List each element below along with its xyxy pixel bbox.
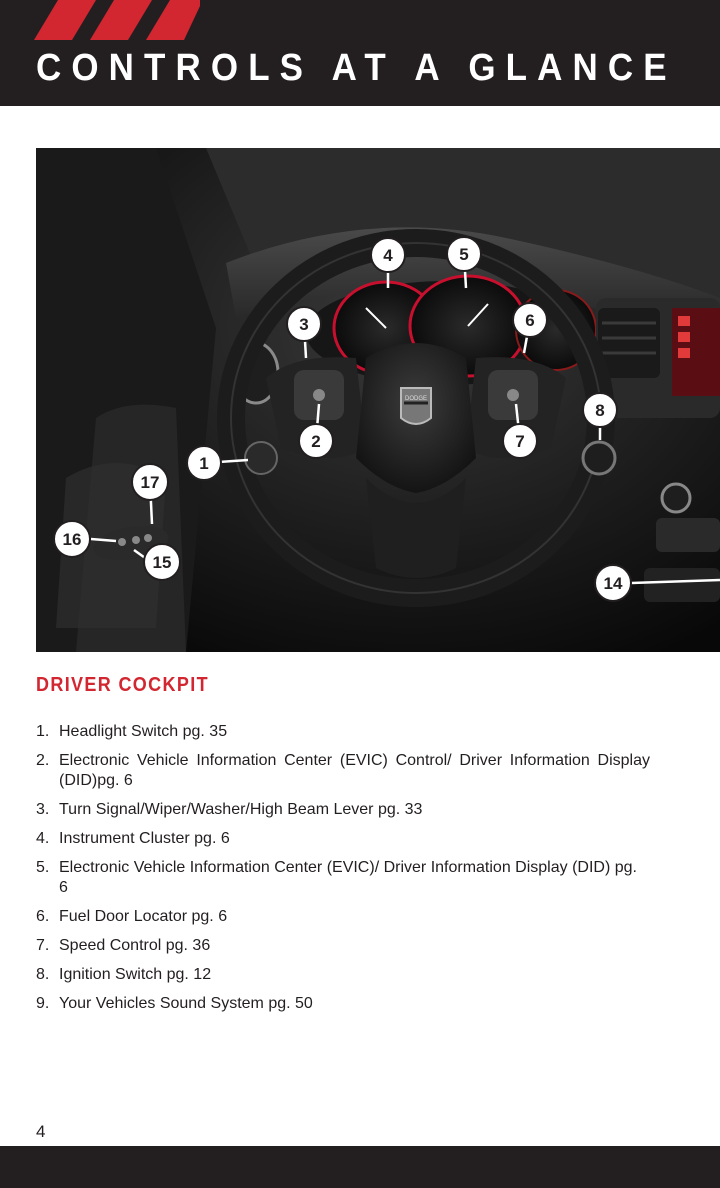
svg-text:6: 6 — [525, 311, 535, 330]
list-item: 5. Electronic Vehicle Information Center (EVIC)/ Driver Information Display (DID) pg. 6 — [36, 859, 637, 896]
list-item: 4. Instrument Cluster pg. 6 — [36, 830, 230, 847]
callout-17 — [132, 464, 168, 500]
list-item: 1. Headlight Switch pg. 35 — [36, 723, 228, 740]
section-heading: DRIVER COCKPIT — [36, 674, 209, 696]
callout-6 — [513, 303, 547, 337]
page-number: 4 — [36, 1122, 46, 1141]
callout-14 — [595, 565, 631, 601]
page-footer-bar — [0, 1146, 720, 1188]
svg-text:8: 8 — [595, 401, 605, 420]
list-item: 7. Speed Control pg. 36 — [36, 937, 211, 954]
callout-4 — [371, 238, 405, 272]
svg-text:3: 3 — [299, 315, 309, 334]
svg-text:5: 5 — [459, 245, 469, 264]
callout-15 — [144, 544, 180, 580]
list-item: 8. Ignition Switch pg. 12 — [36, 966, 212, 983]
callout-3 — [287, 307, 321, 341]
svg-text:4: 4 — [383, 246, 393, 265]
callout-16 — [54, 521, 90, 557]
svg-text:1: 1 — [199, 454, 209, 473]
list-item: 6. Fuel Door Locator pg. 6 — [36, 908, 228, 925]
list-item: 2. Electronic Vehicle Information Center (EVIC) Control/ Driver Information Display (DID)pg. 6 — [36, 752, 650, 789]
callout-5 — [447, 237, 481, 271]
svg-text:17: 17 — [140, 473, 160, 492]
page-title: CONTROLS AT A GLANCE — [36, 47, 677, 89]
driver-cockpit-photo — [36, 148, 720, 652]
callout-8 — [583, 393, 617, 427]
page-header — [0, 0, 720, 106]
svg-text:14: 14 — [603, 574, 623, 593]
callout-7 — [503, 424, 537, 458]
svg-text:2: 2 — [311, 432, 321, 451]
list-item: 9. Your Vehicles Sound System pg. 50 — [36, 995, 313, 1012]
svg-text:15: 15 — [152, 553, 172, 572]
brand-stripes-logo — [0, 0, 200, 40]
list-item: 3. Turn Signal/Wiper/Washer/High Beam Lever pg. 33 — [36, 801, 423, 818]
callout-2 — [299, 424, 333, 458]
steering-badge-text: DODGE — [404, 396, 428, 402]
controls-list — [36, 722, 650, 1023]
callout-1 — [187, 446, 221, 480]
svg-text:7: 7 — [515, 432, 525, 451]
svg-text:16: 16 — [62, 530, 82, 549]
